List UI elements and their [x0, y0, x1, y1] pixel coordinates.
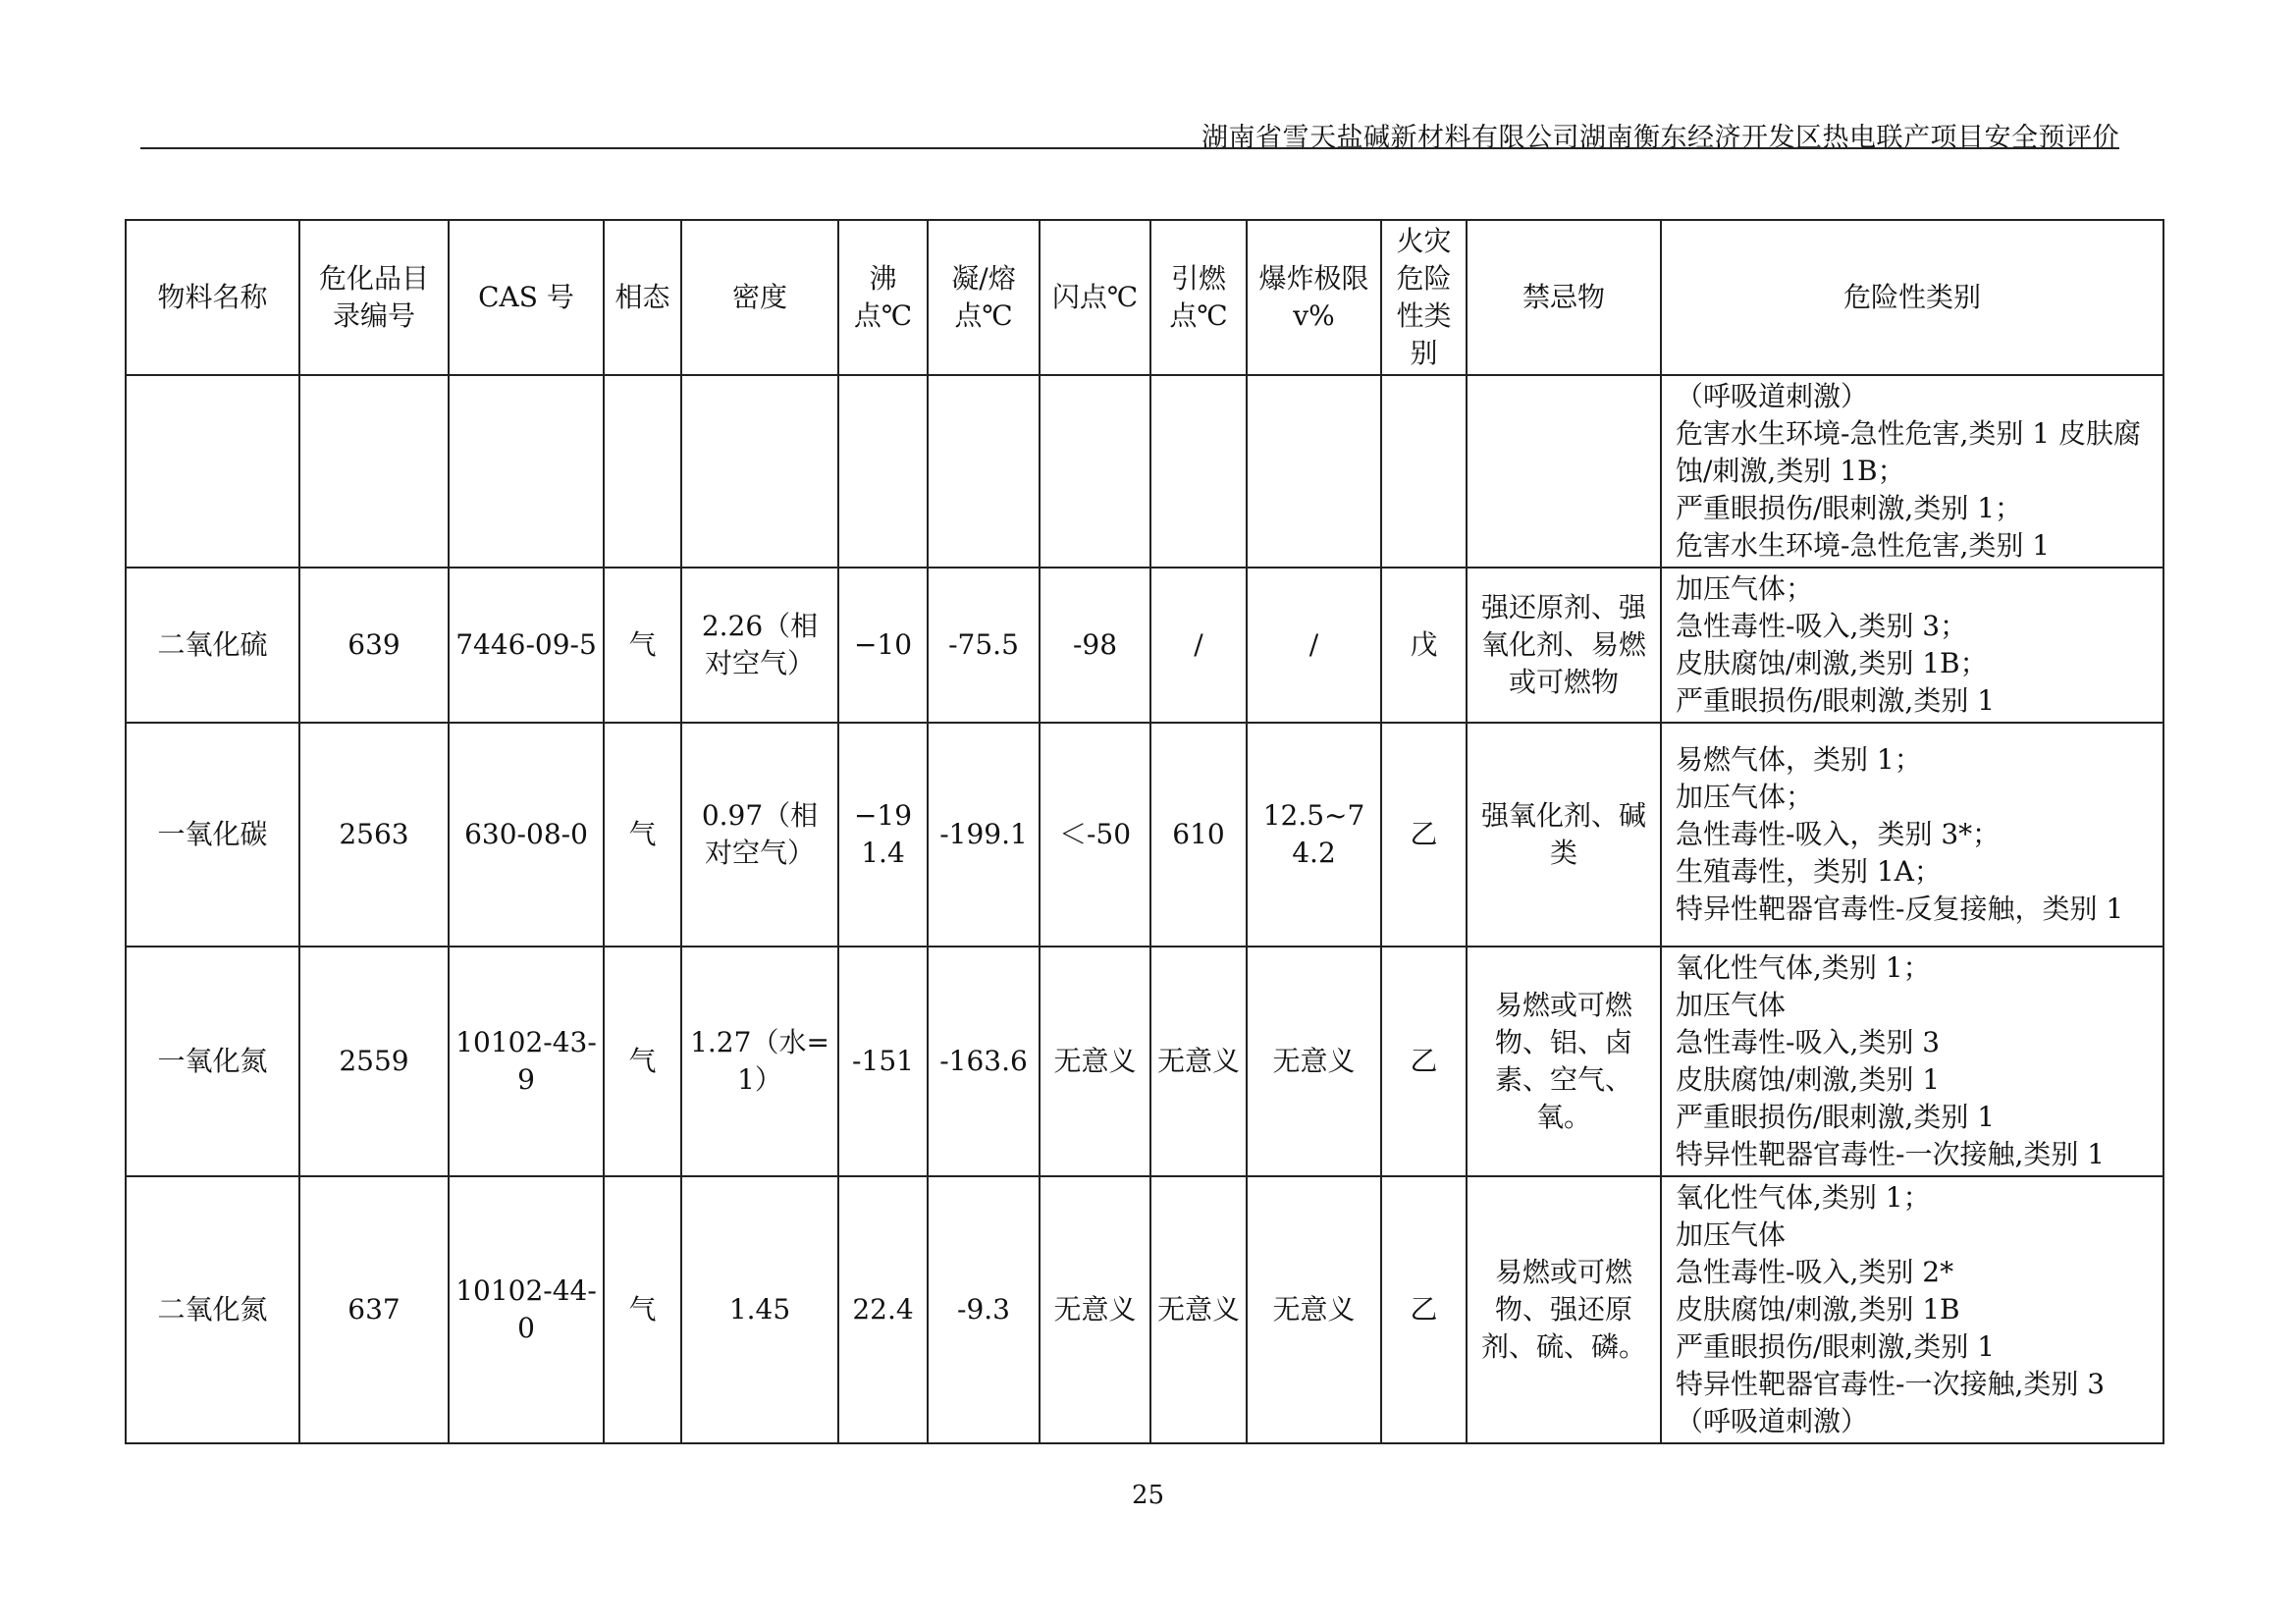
document-header-title: 湖南省雪天盐碱新材料有限公司湖南衡东经济开发区热电联产项目安全预评价 — [1201, 123, 2119, 153]
cell-incompatibles: 易燃或可燃物、强还原剂、硫、磷。 — [1467, 1176, 1661, 1443]
hazard-line: 加压气体 — [1676, 1218, 1787, 1251]
cell-cas-number: 10102-44-0 — [449, 1176, 604, 1443]
col-header-catalog-number: 危化品目录编号 — [299, 220, 449, 375]
cell-fire-class: 乙 — [1381, 723, 1467, 947]
hazard-line: 急性毒性-吸入,类别 3 — [1676, 1026, 1941, 1058]
hazard-line: 特异性靶器官毒性-一次接触,类别 1 — [1676, 1138, 2106, 1170]
cell-incompatibles: 易燃或可燃物、铝、卤素、空气、氧。 — [1467, 947, 1661, 1176]
cell-explosive-limit: 无意义 — [1247, 947, 1381, 1176]
cell-material-name: 二氧化氮 — [126, 1176, 299, 1443]
hazard-line: 加压气体 — [1676, 989, 1787, 1021]
cell-density: 1.45 — [681, 1176, 838, 1443]
cell-fire-class: 戊 — [1381, 568, 1467, 723]
table-row — [126, 375, 2163, 568]
cell-material-name: 一氧化氮 — [126, 947, 299, 1176]
hazard-line: （呼吸道刺激） — [1676, 380, 1869, 412]
cell-ignition-point: 610 — [1150, 723, 1247, 947]
cell-melting-point: -75.5 — [928, 568, 1040, 723]
cell-catalog-number: 637 — [299, 1176, 449, 1443]
col-header-boiling-point: 沸点℃ — [838, 220, 928, 375]
cell-ignition-point: 无意义 — [1150, 947, 1247, 1176]
hazard-line: 特异性靶器官毒性-一次接触,类别 3（呼吸道刺激） — [1676, 1368, 2106, 1437]
cell-flash-point: 无意义 — [1040, 1176, 1150, 1443]
cell-explosive-limit: / — [1247, 568, 1381, 723]
cell-phase — [604, 375, 681, 568]
hazard-line: 氧化性气体,类别 1； — [1676, 951, 1931, 984]
page-number: 25 — [1131, 1481, 1165, 1510]
hazard-line: 急性毒性-吸入,类别 3； — [1676, 610, 1968, 642]
hazardous-materials-table — [125, 219, 2164, 1444]
hazard-line: 皮肤腐蚀/刺激,类别 1B — [1676, 1293, 1960, 1326]
cell-explosive-limit: 无意义 — [1247, 1176, 1381, 1443]
cell-boiling-point: −191.4 — [838, 723, 928, 947]
col-header-incompatibles: 禁忌物 — [1467, 220, 1661, 375]
cell-explosive-limit — [1247, 375, 1381, 568]
cell-density: 2.26（相对空气） — [681, 568, 838, 723]
cell-phase: 气 — [604, 947, 681, 1176]
hazard-line: 严重眼损伤/眼刺激,类别 1 — [1676, 1101, 1996, 1133]
cell-boiling-point: 22.4 — [838, 1176, 928, 1443]
hazard-line: 急性毒性-吸入，类别 3*； — [1676, 818, 2001, 850]
cell-ignition-point: / — [1150, 568, 1247, 723]
cell-melting-point — [928, 375, 1040, 568]
cell-cas-number: 10102-43-9 — [449, 947, 604, 1176]
hazard-line: 加压气体； — [1676, 572, 1814, 605]
hazard-line: 严重眼损伤/眼刺激,类别 1 — [1676, 1330, 1996, 1363]
cell-melting-point: -199.1 — [928, 723, 1040, 947]
col-header-flash-point: 闪点℃ — [1040, 220, 1150, 375]
cell-flash-point — [1040, 375, 1150, 568]
col-header-hazard-categories: 危险性类别 — [1661, 220, 2163, 375]
cell-hazard-categories — [1661, 1176, 2163, 1443]
hazard-line: 皮肤腐蚀/刺激,类别 1B； — [1676, 647, 1988, 679]
cell-catalog-number: 639 — [299, 568, 449, 723]
col-header-ignition-point: 引燃点℃ — [1150, 220, 1247, 375]
cell-boiling-point: −10 — [838, 568, 928, 723]
cell-incompatibles — [1467, 375, 1661, 568]
table-row — [126, 723, 2163, 947]
cell-fire-class: 乙 — [1381, 1176, 1467, 1443]
cell-hazard-categories — [1661, 568, 2163, 723]
cell-fire-class — [1381, 375, 1467, 568]
cell-ignition-point — [1150, 375, 1247, 568]
col-header-cas-number: CAS 号 — [449, 220, 604, 375]
cell-flash-point: -98 — [1040, 568, 1150, 723]
cell-explosive-limit: 12.5~74.2 — [1247, 723, 1381, 947]
hazard-line: 氧化性气体,类别 1； — [1676, 1181, 1931, 1214]
cell-ignition-point: 无意义 — [1150, 1176, 1247, 1443]
table-header-row — [126, 220, 2163, 375]
cell-boiling-point — [838, 375, 928, 568]
hazard-line: 皮肤腐蚀/刺激,类别 1 — [1676, 1063, 1941, 1096]
cell-phase: 气 — [604, 568, 681, 723]
cell-fire-class: 乙 — [1381, 947, 1467, 1176]
cell-material-name: 二氧化硫 — [126, 568, 299, 723]
hazard-line: 严重眼损伤/眼刺激,类别 1 — [1676, 684, 1996, 717]
hazard-line: 危害水生环境-急性危害,类别 1 皮肤腐蚀/刺激,类别 1B； — [1676, 417, 2141, 487]
table-row — [126, 1176, 2163, 1443]
hazard-line: 急性毒性-吸入,类别 2* — [1676, 1256, 1954, 1288]
hazard-line: 易燃气体，类别 1； — [1676, 743, 1922, 776]
hazard-line: 特异性靶器官毒性-反复接触，类别 1 — [1676, 893, 2124, 925]
cell-density: 1.27（水=1） — [681, 947, 838, 1176]
cell-hazard-categories — [1661, 375, 2163, 568]
cell-phase: 气 — [604, 723, 681, 947]
cell-incompatibles: 强氧化剂、碱类 — [1467, 723, 1661, 947]
cell-melting-point: -163.6 — [928, 947, 1040, 1176]
col-header-phase: 相态 — [604, 220, 681, 375]
col-header-explosive-limit: 爆炸极限 v% — [1247, 220, 1381, 375]
cell-material-name: 一氧化碳 — [126, 723, 299, 947]
cell-cas-number: 630-08-0 — [449, 723, 604, 947]
cell-cas-number — [449, 375, 604, 568]
cell-flash-point: ＜-50 — [1040, 723, 1150, 947]
cell-density — [681, 375, 838, 568]
cell-phase: 气 — [604, 1176, 681, 1443]
cell-density: 0.97（相对空气） — [681, 723, 838, 947]
hazard-line: 生殖毒性，类别 1A； — [1676, 855, 1942, 888]
table-row — [126, 947, 2163, 1176]
col-header-material-name: 物料名称 — [126, 220, 299, 375]
col-header-density: 密度 — [681, 220, 838, 375]
cell-incompatibles: 强还原剂、强氧化剂、易燃或可燃物 — [1467, 568, 1661, 723]
table-row — [126, 568, 2163, 723]
col-header-melting-point: 凝/熔点℃ — [928, 220, 1040, 375]
cell-flash-point: 无意义 — [1040, 947, 1150, 1176]
cell-melting-point: -9.3 — [928, 1176, 1040, 1443]
cell-material-name — [126, 375, 299, 568]
header-divider — [140, 147, 2119, 149]
cell-cas-number: 7446-09-5 — [449, 568, 604, 723]
cell-hazard-categories — [1661, 723, 2163, 947]
hazard-line: 严重眼损伤/眼刺激,类别 1； — [1676, 492, 2023, 524]
cell-hazard-categories — [1661, 947, 2163, 1176]
cell-catalog-number: 2563 — [299, 723, 449, 947]
col-header-fire-class: 火灾危险性类别 — [1381, 220, 1467, 375]
hazard-line: 加压气体； — [1676, 781, 1814, 813]
cell-boiling-point: -151 — [838, 947, 928, 1176]
hazard-line: 危害水生环境-急性危害,类别 1 — [1676, 529, 2051, 562]
cell-catalog-number: 2559 — [299, 947, 449, 1176]
cell-catalog-number — [299, 375, 449, 568]
